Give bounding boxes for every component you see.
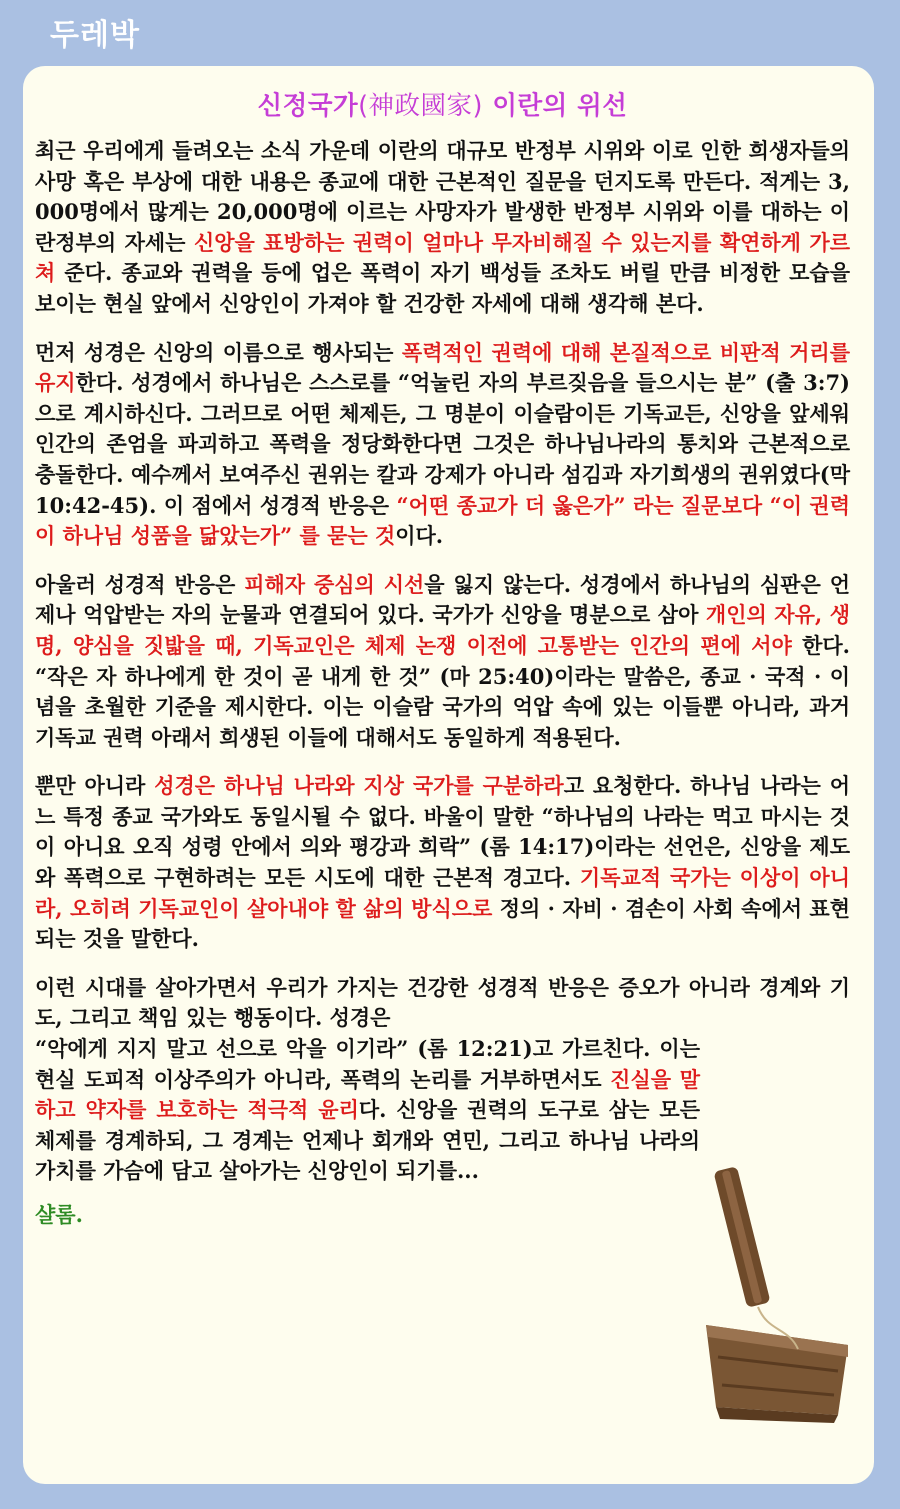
closing-text: 샬롬. (35, 1202, 83, 1227)
highlight-text: 피해자 중심의 시선 (244, 571, 425, 597)
paragraph-1: 최근 우리에게 들려오는 소식 가운데 이란의 대규모 반정부 시위와 이로 인한 희생자들의 사망 혹은 부상에 대한 내용은 종교에 대한 근본적인 질문을 던지도록 만든다. 적게는 3,000명에서 많게는 20,000명에 이르는 사망자가 발생한 반정부 시위와 이를 대하는 이란정부의 자세는 신앙을 표방하는 권력이 얼마나 무자비해질 수 있는지를 확연하게 가르쳐 준다. 종교와 권력을 등에 업은 폭력이 자기 백성들 조차도 버릴 만큼 비정한 모습을 보이는 현실 앞에서 신앙인이 가져야 할 건강한 자세에 대해 생각해 본다. (35, 138, 851, 316)
title-hanja: (神政國家) (358, 91, 483, 121)
title-rest: 이란의 위선 (492, 91, 628, 121)
paragraph-4: 뿐만 아니라 성경은 하나님 나라와 지상 국가를 구분하라고 요청한다. 하나님 나라는 어느 특정 종교 국가와도 동일시될 수 없다. 바울이 말한 “하나님의 나라는 먹고 마시는 것이 아니요 오직 성령 안에서 의와 평강과 희락” (롬 14:17)이라는 선언은, 신앙을 제도와 폭력으로 구현하려는 모든 시도에 대한 근본적 경고다. 기독교적 국가는 이상이 아니라, 오히려 기독교인이 살아내야 할 삶의 방식으로 정의 · 자비 · 겸손이 사회 속에서 표현되는 것을 말한다. (35, 773, 850, 952)
wooden-bucket-icon (698, 1157, 860, 1427)
paragraph-2: 먼저 성경은 신앙의 이름으로 행사되는 폭력적인 권력에 대해 본질적으로 비판적 거리를 유지한다. 성경에서 하나님은 스스로를 “억눌린 자의 부르짖음을 들으시는 분” (출 3:7)으로 계시하신다. 그러므로 어떤 체제든, 그 명분이 이슬람이든 기독교든, 신앙을 앞세워 인간의 존엄을 파괴하고 폭력을 정당화한다면 그것은 하나님나라의 통치와 근본적으로 충돌한다. 예수께서 보여주신 권위는 칼과 강제가 아니라 섬김과 자기희생의 권위였다(막 10:42-45). 이 점에서 성경적 반응은 “어떤 종교가 더 옳은가” 라는 질문보다 “이 권력이 하나님 성품을 닮았는가” 를 묻는 것이다. (35, 339, 850, 549)
header-label: 두레박 (50, 18, 140, 53)
paragraph-5: 이런 시대를 살아가면서 우리가 가지는 건강한 성경적 반응은 증오가 아니라 경계와 기도, 그리고 책임 있는 행동이다. 성경은 “악에게 지지 말고 선으로 악을 이기라” (롬 12:21)고 가르친다. 이는 현실 도피적 이상주의가 아니라, 폭력의 논리를 거부하면서도 진실을 말하고 약자를 보호하는 적극적 윤리다. 신앙을 권력의 도구로 삼는 모든 체제를 경계하되, 그 경계는 언제나 회개와 연민, 그리고 하나님 나라의 가치를 가슴에 담고 살아가는 신앙인이 되기를... (35, 974, 850, 1184)
highlight-text: 기독교적 국가는 이상이 아니라, 오히려 기독교인이 살아내야 할 삶의 방식으로 (35, 865, 850, 921)
highlight-text: 진실을 말하고 약자를 보호하는 적극적 윤리 (35, 1066, 700, 1123)
highlight-text: 폭력적인 권력에 대해 본질적으로 비판적 거리를 유지 (35, 339, 850, 396)
paragraph-3: 아울러 성경적 반응은 피해자 중심의 시선을 잃지 않는다. 성경에서 하나님의 심판은 언제나 억압받는 자의 눈물과 연결되어 있다. 국가가 신앙을 명분으로 삼아 개인의 자유, 생명, 양심을 짓밟을 때, 기독교인은 체제 논쟁 이전에 고통받는 인간의 편에 서야 한다. “작은 자 하나에게 한 것이 곧 내게 한 것” (마 25:40)이라는 말씀은, 종교 · 국적 · 이념을 초월한 기준을 제시한다. 이는 이슬람 국가의 억압 속에 있는 이들뿐 아니라, 과거 기독교 권력 아래서 희생된 이들에 대해서도 동일하게 적용된다. (35, 571, 850, 750)
article-title (35, 86, 850, 122)
highlight-text: 신앙을 표방하는 권력이 얼마나 무자비해질 수 있는지를 확연하게 가르쳐 (35, 229, 851, 286)
title-main: 신정국가 (257, 91, 359, 121)
highlight-text: 개인의 자유, 생명, 양심을 짓밟을 때, 기독교인은 체제 논쟁 이전에 고통받는 인간의 편에 서야 (35, 602, 850, 658)
highlight-text: 성경은 하나님 나라와 지상 국가를 구분하라 (154, 773, 564, 799)
highlight-text: “어떤 종교가 더 옳은가” 라는 질문보다 “이 권력이 하나님 성품을 닮았는가” 를 묻는 것 (35, 492, 850, 549)
